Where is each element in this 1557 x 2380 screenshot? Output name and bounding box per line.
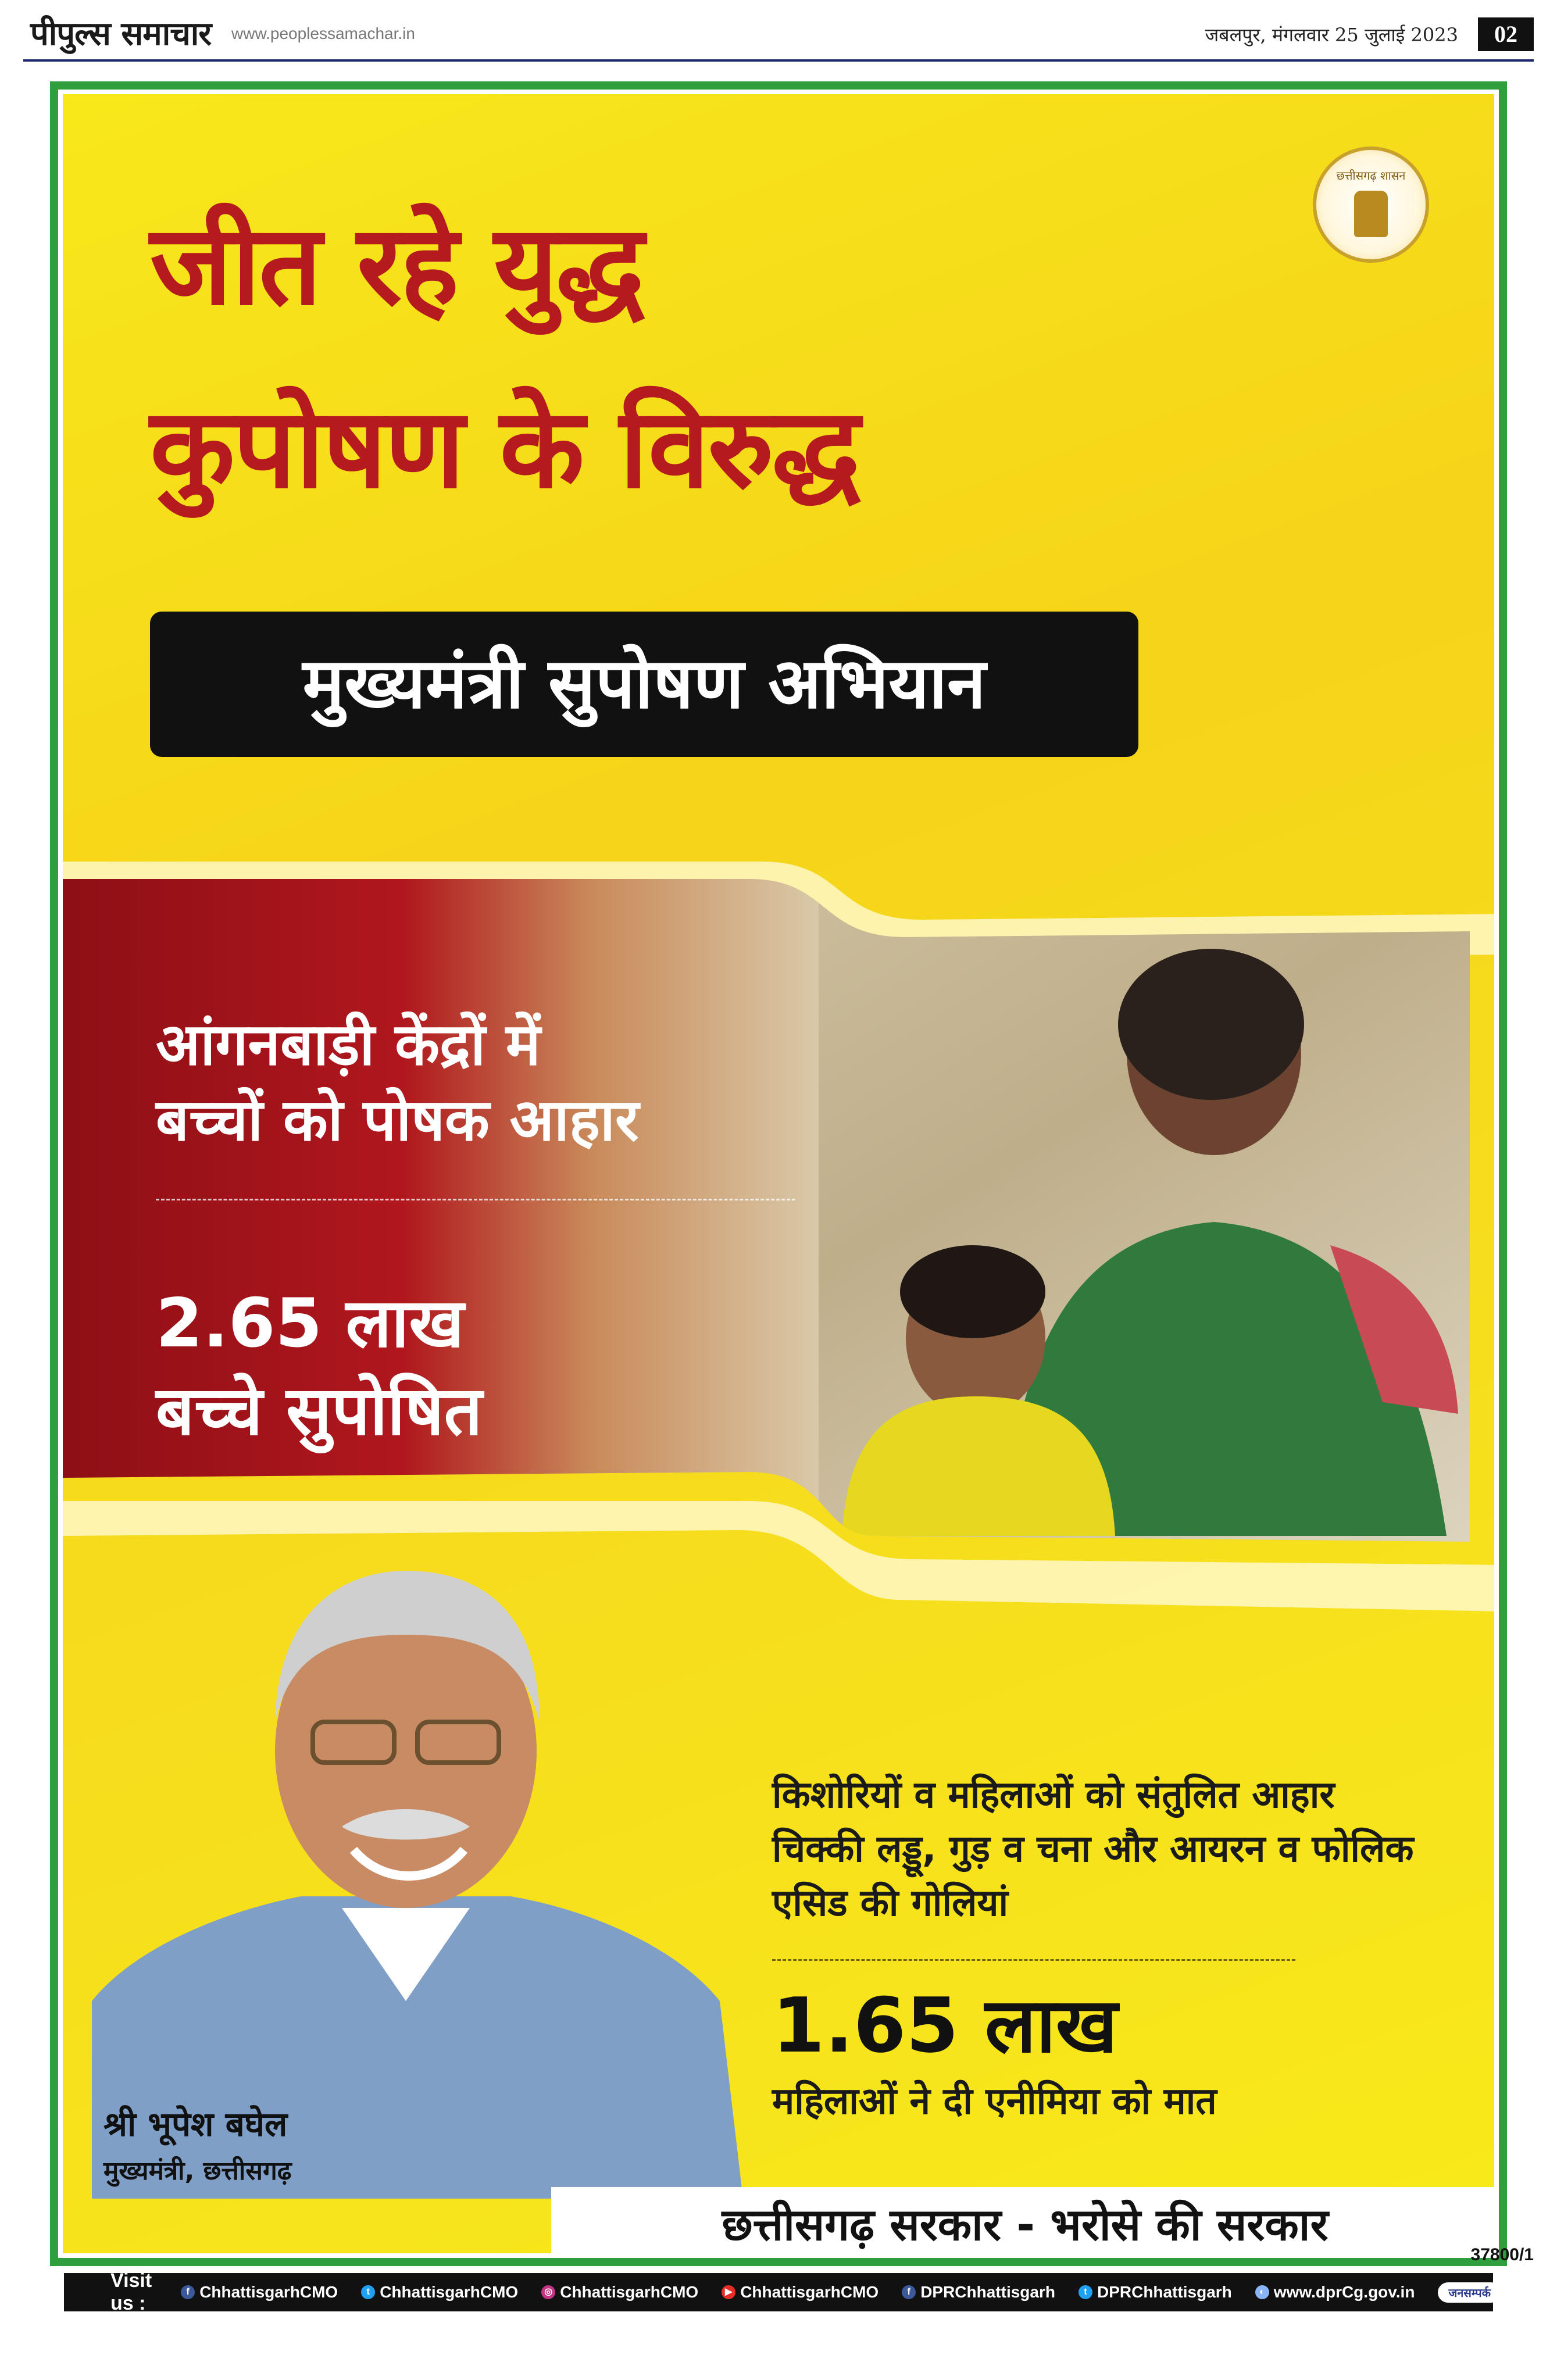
- newspaper-logo[interactable]: पीपुल्स समाचार: [30, 15, 212, 53]
- panel-heading: [156, 1007, 639, 1158]
- panel-stat-label: बच्चे सुपोषित: [156, 1371, 483, 1450]
- government-emblem-icon: [1313, 146, 1429, 263]
- panel-heading-line-2: बच्चों को पोषक आहार: [156, 1086, 639, 1154]
- slogan-banner: [551, 2187, 1499, 2258]
- social-link[interactable]: [361, 2283, 518, 2302]
- twitter-icon: t: [1079, 2285, 1092, 2299]
- info-stat-label: महिलाओं ने दी एनीमिया को मात: [772, 2080, 1217, 2124]
- social-link-label: DPRChhattisgarh: [1097, 2283, 1232, 2301]
- youtube-icon: ▶: [722, 2285, 735, 2299]
- twitter-icon: t: [361, 2285, 375, 2299]
- ad-code: 37800/1: [1470, 2245, 1534, 2264]
- headline-line-1: जीत रहे युद्ध: [150, 201, 643, 330]
- scheme-banner: [150, 612, 1138, 757]
- social-link[interactable]: [1255, 2283, 1415, 2302]
- panel-stat-value: 2.65 लाख: [156, 1284, 465, 1363]
- social-link[interactable]: [722, 2283, 879, 2302]
- social-link-label: ChhattisgarhCMO: [380, 2283, 519, 2301]
- info-line-2: चिक्की लड्डू, गुड़ व चना और आयरन व फोलिक: [772, 1827, 1414, 1871]
- advertisement: [58, 90, 1499, 2258]
- newspaper-url[interactable]: www.peoplessamachar.in: [231, 24, 415, 42]
- visit-label: Visit us :: [110, 2270, 152, 2314]
- chief-minister-photo: [92, 1501, 790, 2199]
- social-link[interactable]: [1079, 2283, 1232, 2302]
- header-divider: [23, 59, 1534, 62]
- info-line-1: किशोरियों व महिलाओं को संतुलित आहार: [772, 1774, 1335, 1817]
- info-divider: [772, 1959, 1295, 1961]
- panel-stat: [156, 1280, 483, 1456]
- social-links: [64, 2270, 1493, 2314]
- social-link-label: DPRChhattisgarh: [920, 2283, 1055, 2301]
- chief-minister-title: मुख्यमंत्री, छत्तीसगढ़: [103, 2156, 292, 2186]
- facebook-icon: f: [181, 2285, 195, 2299]
- headline-line-2: कुपोषण के विरुद्ध: [150, 384, 859, 513]
- info-line-3: एसिड की गोलियां: [772, 1881, 1009, 1925]
- instagram-icon: ◎: [541, 2285, 555, 2299]
- chief-minister-name: श्री भूपेश बघेल: [103, 2104, 288, 2144]
- web-icon: ◐: [1255, 2285, 1269, 2299]
- slogan-text: छत्तीसगढ़ सरकार - भरोसे की सरकार: [722, 2199, 1329, 2250]
- newspaper-date: जबलपुर, मंगलवार 25 जुलाई 2023: [1205, 24, 1458, 46]
- social-link-label: ChhattisgarhCMO: [560, 2283, 699, 2301]
- emblem-label: छत्तीसगढ़ शासन: [1336, 169, 1406, 183]
- social-link-label: ChhattisgarhCMO: [199, 2283, 338, 2301]
- panel-heading-line-1: आंगनबाड़ी केंद्रों में: [156, 1010, 541, 1078]
- social-link-label: ChhattisgarhCMO: [740, 2283, 879, 2301]
- social-footer: [64, 2270, 1493, 2314]
- page-number: 02: [1478, 17, 1534, 51]
- panel-divider: [156, 1199, 795, 1200]
- social-link-label: www.dprCg.gov.in: [1273, 2283, 1415, 2301]
- jansampark-badge: जनसम्पर्क: [1438, 2282, 1501, 2303]
- women-nutrition-info: [772, 1768, 1470, 2125]
- advertisement-frame: [50, 81, 1507, 2266]
- scheme-name: मुख्यमंत्री सुपोषण अभियान: [302, 644, 986, 724]
- newspaper-header: [0, 0, 1557, 58]
- emblem-seal-icon: [1354, 191, 1388, 237]
- social-link[interactable]: [541, 2283, 698, 2302]
- social-link[interactable]: [181, 2283, 338, 2302]
- info-stat-value: 1.65 लाख: [772, 1981, 1118, 2070]
- facebook-icon: f: [902, 2285, 916, 2299]
- social-link[interactable]: [902, 2283, 1055, 2302]
